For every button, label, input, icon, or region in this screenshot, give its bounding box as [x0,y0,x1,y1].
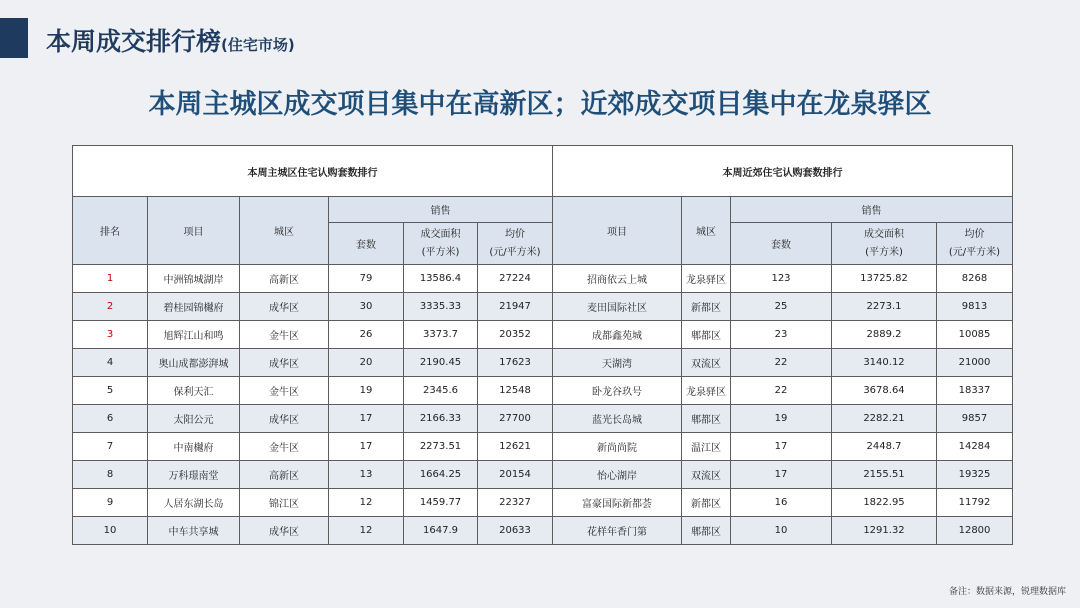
right-units-cell: 19 [731,405,832,433]
right-area-cell: 2155.51 [832,461,937,489]
right-district-cell: 双流区 [682,461,731,489]
right-project-cell: 怡心湖岸 [553,461,682,489]
right-units-cell: 123 [731,265,832,293]
table-row [73,461,1013,489]
right-area-cell: 13725.82 [832,265,937,293]
left-district-cell: 成华区 [240,293,329,321]
table-row [73,377,1013,405]
col-project-header-right: 项目 [553,197,682,265]
right-price-cell: 9857 [937,405,1013,433]
left-price-cell: 20352 [478,321,553,349]
rank-cell: 6 [73,405,148,433]
left-district-cell: 金牛区 [240,433,329,461]
right-price-cell: 12800 [937,517,1013,545]
col-area-unit-right: (平方米) [865,246,903,258]
left-district-cell: 成华区 [240,405,329,433]
headline: 本周主城区成交项目集中在高新区；近郊成交项目集中在龙泉驿区 [148,89,932,120]
table-row [73,405,1013,433]
right-project-cell: 蓝光长岛城 [553,405,682,433]
left-price-cell: 27224 [478,265,553,293]
right-district-cell: 新都区 [682,489,731,517]
left-area-cell: 2273.51 [404,433,478,461]
col-units-header-right: 套数 [731,223,832,265]
col-price-label: 均价 [505,228,525,240]
col-area-unit: (平方米) [421,246,460,258]
table-row [73,517,1013,545]
left-area-cell: 1664.25 [404,461,478,489]
right-project-cell: 富豪国际新都荟 [553,489,682,517]
table-row [73,489,1013,517]
left-units-cell: 20 [329,349,404,377]
left-price-cell: 21947 [478,293,553,321]
left-units-cell: 26 [329,321,404,349]
right-area-cell: 1291.32 [832,517,937,545]
right-table-title: 本周近郊住宅认购套数排行 [553,146,1013,197]
left-price-cell: 20154 [478,461,553,489]
rank-cell: 1 [73,265,148,293]
right-area-cell: 2273.1 [832,293,937,321]
left-units-cell: 30 [329,293,404,321]
col-units-header: 套数 [329,223,404,265]
right-project-cell: 天湖湾 [553,349,682,377]
col-district-header: 城区 [240,197,329,265]
right-price-cell: 14284 [937,433,1013,461]
left-project-cell: 中车共享城 [148,517,240,545]
col-sales-header: 销售 [329,197,553,223]
left-district-cell: 锦江区 [240,489,329,517]
right-district-cell: 郫都区 [682,517,731,545]
rank-cell: 7 [73,433,148,461]
col-area-header-right [832,223,937,265]
right-project-cell: 成都鑫苑城 [553,321,682,349]
right-district-cell: 龙泉驿区 [682,265,731,293]
right-area-cell: 2282.21 [832,405,937,433]
right-project-cell: 新尚尚院 [553,433,682,461]
right-units-cell: 22 [731,349,832,377]
rank-cell: 2 [73,293,148,321]
col-price-header-right [937,223,1013,265]
rank-cell: 8 [73,461,148,489]
left-area-cell: 2345.6 [404,377,478,405]
right-price-cell: 11792 [937,489,1013,517]
table-row [73,265,1013,293]
right-units-cell: 17 [731,461,832,489]
right-units-cell: 23 [731,321,832,349]
right-area-cell: 1822.95 [832,489,937,517]
left-area-cell: 1647.9 [404,517,478,545]
col-price-label-right: 均价 [964,228,985,240]
left-district-cell: 金牛区 [240,321,329,349]
table-row [73,349,1013,377]
left-project-cell: 人居东湖长岛 [148,489,240,517]
left-price-cell: 20633 [478,517,553,545]
rank-cell: 10 [73,517,148,545]
page-title-main: 本周成交排行榜 [46,27,222,56]
right-area-cell: 2889.2 [832,321,937,349]
rank-cell: 9 [73,489,148,517]
ranking-table [72,145,1013,545]
left-district-cell: 成华区 [240,517,329,545]
left-area-cell: 2166.33 [404,405,478,433]
left-units-cell: 12 [329,489,404,517]
right-district-cell: 温江区 [682,433,731,461]
right-units-cell: 16 [731,489,832,517]
page-title-subtitle: (住宅市场) [221,36,295,54]
left-project-cell: 万科璟南堂 [148,461,240,489]
left-price-cell: 22327 [478,489,553,517]
left-units-cell: 17 [329,405,404,433]
col-area-label: 成交面积 [420,228,461,240]
left-area-cell: 2190.45 [404,349,478,377]
right-price-cell: 18337 [937,377,1013,405]
left-price-cell: 12548 [478,377,553,405]
left-price-cell: 12621 [478,433,553,461]
left-project-cell: 太阳公元 [148,405,240,433]
left-project-cell: 保利天汇 [148,377,240,405]
col-district-header-right: 城区 [682,197,731,265]
right-project-cell: 花样年香门第 [553,517,682,545]
left-table-title: 本周主城区住宅认购套数排行 [73,146,553,197]
left-district-cell: 高新区 [240,461,329,489]
col-rank-header: 排名 [73,197,148,265]
right-price-cell: 8268 [937,265,1013,293]
right-project-cell: 麦田国际社区 [553,293,682,321]
right-project-cell: 招商依云上城 [553,265,682,293]
right-price-cell: 19325 [937,461,1013,489]
right-units-cell: 25 [731,293,832,321]
right-units-cell: 17 [731,433,832,461]
left-district-cell: 高新区 [240,265,329,293]
left-area-cell: 13586.4 [404,265,478,293]
right-price-cell: 10085 [937,321,1013,349]
left-area-cell: 3373.7 [404,321,478,349]
right-units-cell: 22 [731,377,832,405]
right-units-cell: 10 [731,517,832,545]
left-project-cell: 旭辉江山和鸣 [148,321,240,349]
right-area-cell: 2448.7 [832,433,937,461]
col-price-header [478,223,553,265]
right-district-cell: 龙泉驿区 [682,377,731,405]
rank-cell: 5 [73,377,148,405]
left-project-cell: 中南樾府 [148,433,240,461]
left-units-cell: 13 [329,461,404,489]
left-area-cell: 1459.77 [404,489,478,517]
right-district-cell: 郫都区 [682,405,731,433]
col-project-header: 项目 [148,197,240,265]
left-units-cell: 79 [329,265,404,293]
left-price-cell: 17623 [478,349,553,377]
col-price-unit: (元/平方米) [489,246,541,258]
col-area-header [404,223,478,265]
left-project-cell: 碧桂园锦樾府 [148,293,240,321]
right-district-cell: 新都区 [682,293,731,321]
left-project-cell: 奥山成都澎湃城 [148,349,240,377]
table-row [73,433,1013,461]
left-district-cell: 成华区 [240,349,329,377]
right-project-cell: 卧龙谷玖号 [553,377,682,405]
right-price-cell: 21000 [937,349,1013,377]
rank-cell: 4 [73,349,148,377]
col-sales-header-right: 销售 [731,197,1013,223]
right-area-cell: 3678.64 [832,377,937,405]
left-units-cell: 12 [329,517,404,545]
right-area-cell: 3140.12 [832,349,937,377]
table-row [73,293,1013,321]
left-area-cell: 3335.33 [404,293,478,321]
left-units-cell: 19 [329,377,404,405]
rank-cell: 3 [73,321,148,349]
left-project-cell: 中洲锦城湖岸 [148,265,240,293]
right-district-cell: 双流区 [682,349,731,377]
left-price-cell: 27700 [478,405,553,433]
right-district-cell: 郫都区 [682,321,731,349]
accent-bar [0,18,28,58]
right-price-cell: 9813 [937,293,1013,321]
left-units-cell: 17 [329,433,404,461]
col-area-label-right: 成交面积 [864,228,904,240]
ranking-table-body [73,265,1013,545]
left-district-cell: 金牛区 [240,377,329,405]
footnote: 备注：数据来源，锐理数据库 [948,587,1066,597]
table-row [73,321,1013,349]
col-price-unit-right: (元/平方米) [948,246,1001,258]
page-title [46,22,295,58]
